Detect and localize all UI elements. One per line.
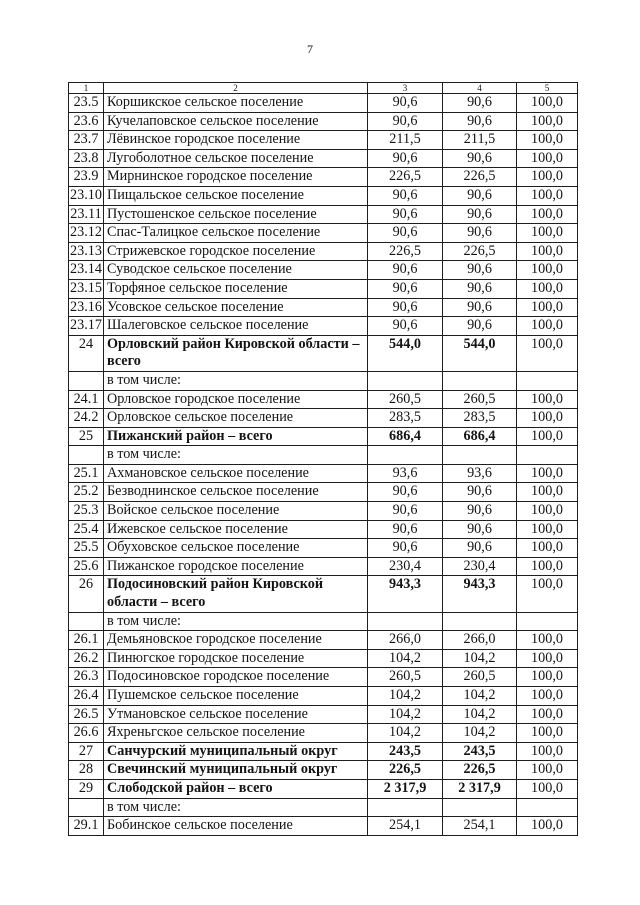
table-row xyxy=(69,112,578,131)
value-col-4: 90,6 xyxy=(443,279,517,298)
value-col-3: 266,0 xyxy=(368,631,443,650)
value-col-5: 100,0 xyxy=(517,279,578,298)
value-col-4: 544,0 xyxy=(443,335,517,371)
row-name: Бобинское сельское поселение xyxy=(104,817,368,836)
table-row xyxy=(69,224,578,243)
value-col-4: 104,2 xyxy=(443,724,517,743)
total-row xyxy=(69,427,578,446)
value-col-5: 100,0 xyxy=(517,94,578,113)
table-row xyxy=(69,520,578,539)
value-col-3: 90,6 xyxy=(368,483,443,502)
table-row xyxy=(69,94,578,113)
value-col-3: 90,6 xyxy=(368,298,443,317)
empty-cell xyxy=(517,612,578,631)
value-col-3: 230,4 xyxy=(368,557,443,576)
value-col-4: 260,5 xyxy=(443,668,517,687)
value-col-3: 90,6 xyxy=(368,317,443,336)
value-col-5: 100,0 xyxy=(517,261,578,280)
value-col-3: 90,6 xyxy=(368,205,443,224)
row-name: Шалеговское сельское поселение xyxy=(104,317,368,336)
value-col-3: 90,6 xyxy=(368,94,443,113)
subheading-row xyxy=(69,446,578,465)
row-name: Кучелаповское сельское поселение xyxy=(104,112,368,131)
row-number: 25 xyxy=(69,427,104,446)
value-col-3: 104,2 xyxy=(368,649,443,668)
row-number: 23.13 xyxy=(69,242,104,261)
value-col-3: 90,6 xyxy=(368,279,443,298)
row-name: Усовское сельское поселение xyxy=(104,298,368,317)
value-col-5: 100,0 xyxy=(517,502,578,521)
table-row xyxy=(69,298,578,317)
row-name: Стрижевское городское поселение xyxy=(104,242,368,261)
empty-cell xyxy=(443,798,517,817)
row-number: 23.7 xyxy=(69,131,104,150)
row-name: Демьяновское городское поселение xyxy=(104,631,368,650)
table-row xyxy=(69,557,578,576)
value-col-4: 104,2 xyxy=(443,649,517,668)
row-name: Пижанский район – всего xyxy=(104,427,368,446)
row-number: 23.12 xyxy=(69,224,104,243)
data-table xyxy=(68,82,578,836)
value-col-5: 100,0 xyxy=(517,724,578,743)
value-col-3: 90,6 xyxy=(368,520,443,539)
table-row xyxy=(69,705,578,724)
value-col-4: 230,4 xyxy=(443,557,517,576)
row-name: Коршикское сельское поселение xyxy=(104,94,368,113)
value-col-5: 100,0 xyxy=(517,668,578,687)
table-row xyxy=(69,483,578,502)
value-col-4: 104,2 xyxy=(443,705,517,724)
row-number: 26.2 xyxy=(69,649,104,668)
value-col-3: 90,6 xyxy=(368,502,443,521)
value-col-4: 90,6 xyxy=(443,539,517,558)
row-name: Спас-Талицкое сельское поселение xyxy=(104,224,368,243)
row-number: 23.17 xyxy=(69,317,104,336)
table-row xyxy=(69,279,578,298)
row-name: Орловский район Кировской области – всего xyxy=(104,335,368,371)
subheading-row xyxy=(69,798,578,817)
header-cell-3: 3 xyxy=(368,83,443,94)
value-col-5: 100,0 xyxy=(517,742,578,761)
row-name: в том числе: xyxy=(104,612,368,631)
value-col-5: 100,0 xyxy=(517,705,578,724)
value-col-5: 100,0 xyxy=(517,112,578,131)
table-row xyxy=(69,168,578,187)
row-number: 23.8 xyxy=(69,149,104,168)
row-name: Слободской район – всего xyxy=(104,779,368,798)
total-row xyxy=(69,761,578,780)
row-number: 26 xyxy=(69,576,104,612)
value-col-5: 100,0 xyxy=(517,557,578,576)
total-row xyxy=(69,742,578,761)
empty-cell xyxy=(69,371,104,390)
value-col-3: 544,0 xyxy=(368,335,443,371)
value-col-4: 226,5 xyxy=(443,761,517,780)
value-col-3: 90,6 xyxy=(368,149,443,168)
table-row xyxy=(69,186,578,205)
value-col-4: 90,6 xyxy=(443,224,517,243)
row-name: Ахмановское сельское поселение xyxy=(104,464,368,483)
row-number: 26.1 xyxy=(69,631,104,650)
value-col-5: 100,0 xyxy=(517,131,578,150)
row-name: Орловское сельское поселение xyxy=(104,409,368,428)
header-cell-4: 4 xyxy=(443,83,517,94)
value-col-4: 211,5 xyxy=(443,131,517,150)
value-col-3: 104,2 xyxy=(368,687,443,706)
value-col-4: 90,6 xyxy=(443,298,517,317)
table-row xyxy=(69,390,578,409)
total-row xyxy=(69,779,578,798)
empty-cell xyxy=(368,798,443,817)
value-col-4: 260,5 xyxy=(443,390,517,409)
row-number: 26.4 xyxy=(69,687,104,706)
table-row xyxy=(69,242,578,261)
value-col-4: 943,3 xyxy=(443,576,517,612)
value-col-5: 100,0 xyxy=(517,817,578,836)
row-number: 23.5 xyxy=(69,94,104,113)
row-name: Пустошенское сельское поселение xyxy=(104,205,368,224)
row-number: 25.1 xyxy=(69,464,104,483)
row-number: 25.4 xyxy=(69,520,104,539)
row-number: 26.6 xyxy=(69,724,104,743)
header-cell-5: 5 xyxy=(517,83,578,94)
row-name: в том числе: xyxy=(104,371,368,390)
value-col-5: 100,0 xyxy=(517,205,578,224)
value-col-3: 260,5 xyxy=(368,668,443,687)
header-cell-2: 2 xyxy=(104,83,368,94)
table-row xyxy=(69,131,578,150)
value-col-5: 100,0 xyxy=(517,242,578,261)
table-row xyxy=(69,724,578,743)
row-number: 23.16 xyxy=(69,298,104,317)
empty-cell xyxy=(69,446,104,465)
row-name: Обуховское сельское поселение xyxy=(104,539,368,558)
empty-cell xyxy=(368,371,443,390)
value-col-3: 260,5 xyxy=(368,390,443,409)
row-name: Подосиновское городское поселение xyxy=(104,668,368,687)
value-col-5: 100,0 xyxy=(517,224,578,243)
row-number: 25.5 xyxy=(69,539,104,558)
row-number: 23.15 xyxy=(69,279,104,298)
value-col-4: 254,1 xyxy=(443,817,517,836)
row-name: Пинюгское городское поселение xyxy=(104,649,368,668)
value-col-4: 2 317,9 xyxy=(443,779,517,798)
table-row xyxy=(69,817,578,836)
value-col-5: 100,0 xyxy=(517,168,578,187)
row-name: Пижанское городское поселение xyxy=(104,557,368,576)
value-col-4: 90,6 xyxy=(443,94,517,113)
row-name: Утмановское сельское поселение xyxy=(104,705,368,724)
total-row xyxy=(69,335,578,371)
table-row xyxy=(69,687,578,706)
value-col-3: 243,5 xyxy=(368,742,443,761)
empty-cell xyxy=(517,446,578,465)
empty-cell xyxy=(69,612,104,631)
value-col-4: 90,6 xyxy=(443,149,517,168)
value-col-3: 226,5 xyxy=(368,761,443,780)
value-col-5: 100,0 xyxy=(517,576,578,612)
row-number: 25.2 xyxy=(69,483,104,502)
row-number: 23.11 xyxy=(69,205,104,224)
header-cell-1: 1 xyxy=(69,83,104,94)
row-number: 23.6 xyxy=(69,112,104,131)
value-col-4: 266,0 xyxy=(443,631,517,650)
table-body xyxy=(69,94,578,836)
value-col-5: 100,0 xyxy=(517,483,578,502)
header-row xyxy=(69,83,578,94)
row-number: 25.3 xyxy=(69,502,104,521)
row-name: Свечинский муниципальный округ xyxy=(104,761,368,780)
value-col-3: 90,6 xyxy=(368,112,443,131)
value-col-4: 686,4 xyxy=(443,427,517,446)
row-number: 29.1 xyxy=(69,817,104,836)
table-row xyxy=(69,649,578,668)
subheading-row xyxy=(69,371,578,390)
value-col-3: 90,6 xyxy=(368,224,443,243)
value-col-3: 226,5 xyxy=(368,168,443,187)
row-number: 29 xyxy=(69,779,104,798)
row-number: 27 xyxy=(69,742,104,761)
value-col-4: 104,2 xyxy=(443,687,517,706)
value-col-5: 100,0 xyxy=(517,298,578,317)
value-col-5: 100,0 xyxy=(517,317,578,336)
row-name: Санчурский муниципальный округ xyxy=(104,742,368,761)
value-col-5: 100,0 xyxy=(517,390,578,409)
value-col-3: 686,4 xyxy=(368,427,443,446)
empty-cell xyxy=(368,612,443,631)
table-row xyxy=(69,149,578,168)
value-col-4: 226,5 xyxy=(443,242,517,261)
empty-cell xyxy=(443,371,517,390)
row-name: Орловское городское поселение xyxy=(104,390,368,409)
row-name: в том числе: xyxy=(104,446,368,465)
value-col-5: 100,0 xyxy=(517,687,578,706)
value-col-3: 226,5 xyxy=(368,242,443,261)
table-row xyxy=(69,631,578,650)
value-col-5: 100,0 xyxy=(517,761,578,780)
row-name: Пищальское сельское поселение xyxy=(104,186,368,205)
row-number: 26.5 xyxy=(69,705,104,724)
row-number: 23.10 xyxy=(69,186,104,205)
row-number: 23.9 xyxy=(69,168,104,187)
table-header xyxy=(69,83,578,94)
value-col-3: 90,6 xyxy=(368,186,443,205)
total-row xyxy=(69,576,578,612)
subheading-row xyxy=(69,612,578,631)
value-col-5: 100,0 xyxy=(517,335,578,371)
value-col-3: 90,6 xyxy=(368,261,443,280)
value-col-3: 104,2 xyxy=(368,724,443,743)
row-name: Пушемское сельское поселение xyxy=(104,687,368,706)
value-col-4: 90,6 xyxy=(443,520,517,539)
row-name: Войское сельское поселение xyxy=(104,502,368,521)
value-col-3: 2 317,9 xyxy=(368,779,443,798)
row-number: 24 xyxy=(69,335,104,371)
value-col-4: 90,6 xyxy=(443,112,517,131)
table-row xyxy=(69,409,578,428)
row-name: Суводское сельское поселение xyxy=(104,261,368,280)
table-row xyxy=(69,502,578,521)
row-name: в том числе: xyxy=(104,798,368,817)
value-col-3: 211,5 xyxy=(368,131,443,150)
row-name: Лугоболотное сельское поселение xyxy=(104,149,368,168)
row-name: Безводнинское сельское поселение xyxy=(104,483,368,502)
row-number: 24.2 xyxy=(69,409,104,428)
row-name: Ижевское сельское поселение xyxy=(104,520,368,539)
row-name: Подосиновский район Кировской области – всего xyxy=(104,576,368,612)
value-col-4: 90,6 xyxy=(443,317,517,336)
value-col-5: 100,0 xyxy=(517,631,578,650)
row-name: Торфяное сельское поселение xyxy=(104,279,368,298)
value-col-4: 90,6 xyxy=(443,483,517,502)
value-col-4: 90,6 xyxy=(443,205,517,224)
value-col-4: 90,6 xyxy=(443,502,517,521)
value-col-5: 100,0 xyxy=(517,649,578,668)
value-col-3: 254,1 xyxy=(368,817,443,836)
empty-cell xyxy=(69,798,104,817)
value-col-3: 93,6 xyxy=(368,464,443,483)
row-number: 24.1 xyxy=(69,390,104,409)
value-col-5: 100,0 xyxy=(517,409,578,428)
value-col-5: 100,0 xyxy=(517,539,578,558)
empty-cell xyxy=(517,371,578,390)
row-name: Яхреньгское сельское поселение xyxy=(104,724,368,743)
empty-cell xyxy=(368,446,443,465)
empty-cell xyxy=(443,446,517,465)
value-col-3: 943,3 xyxy=(368,576,443,612)
row-number: 26.3 xyxy=(69,668,104,687)
value-col-5: 100,0 xyxy=(517,427,578,446)
row-number: 25.6 xyxy=(69,557,104,576)
value-col-4: 90,6 xyxy=(443,261,517,280)
table-row xyxy=(69,317,578,336)
value-col-3: 283,5 xyxy=(368,409,443,428)
value-col-4: 243,5 xyxy=(443,742,517,761)
value-col-5: 100,0 xyxy=(517,186,578,205)
value-col-4: 90,6 xyxy=(443,186,517,205)
row-name: Мирнинское городское поселение xyxy=(104,168,368,187)
table-row xyxy=(69,464,578,483)
empty-cell xyxy=(517,798,578,817)
value-col-5: 100,0 xyxy=(517,520,578,539)
value-col-5: 100,0 xyxy=(517,464,578,483)
value-col-5: 100,0 xyxy=(517,149,578,168)
value-col-4: 283,5 xyxy=(443,409,517,428)
value-col-3: 90,6 xyxy=(368,539,443,558)
table-row xyxy=(69,668,578,687)
table-row xyxy=(69,539,578,558)
table-row xyxy=(69,261,578,280)
value-col-4: 93,6 xyxy=(443,464,517,483)
table-row xyxy=(69,205,578,224)
row-name: Лёвинское городское поселение xyxy=(104,131,368,150)
row-number: 28 xyxy=(69,761,104,780)
value-col-3: 104,2 xyxy=(368,705,443,724)
page-number: 7 xyxy=(307,42,313,56)
value-col-5: 100,0 xyxy=(517,779,578,798)
row-number: 23.14 xyxy=(69,261,104,280)
value-col-4: 226,5 xyxy=(443,168,517,187)
empty-cell xyxy=(443,612,517,631)
